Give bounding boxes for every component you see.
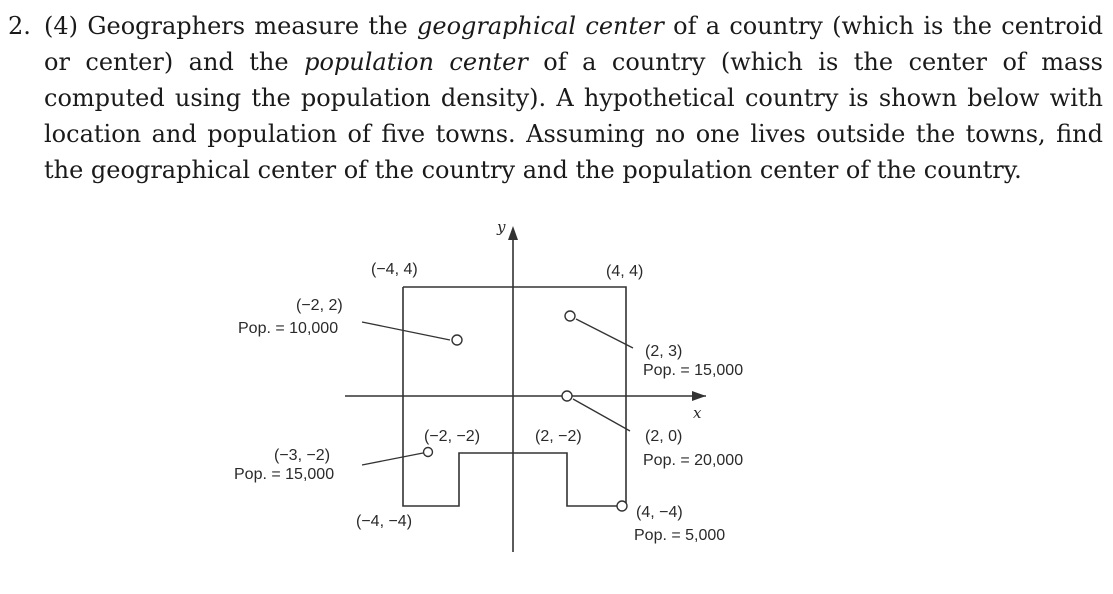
y-axis-label: y	[497, 218, 506, 236]
town-3-coord: (2, 0)	[645, 428, 683, 445]
town-4-coord: (−3, −2)	[274, 447, 331, 464]
town-marker	[565, 311, 575, 321]
town-marker	[452, 335, 462, 345]
problem-number: 2.	[8, 12, 31, 40]
term-geographical-center: geographical center	[417, 12, 664, 40]
x-axis-label: x	[693, 404, 702, 422]
problem-text-1: Geographers measure the	[87, 12, 418, 40]
town-2-coord: (2, 3)	[645, 343, 683, 360]
problem-text-2: of a country (which is the centroid or center) and the	[44, 12, 1103, 76]
town-marker	[424, 448, 433, 457]
corner-label-top-right: (4, 4)	[606, 263, 644, 280]
term-population-center: population center	[304, 48, 528, 76]
problem-points: (4)	[44, 12, 78, 40]
leader-line	[362, 453, 423, 465]
corner-label-top-left: (−4, 4)	[371, 261, 418, 278]
leader-line	[362, 322, 450, 340]
leader-line	[573, 399, 630, 431]
corner-label-bottom-left: (−4, −4)	[356, 513, 413, 530]
corner-label-notch-left: (−2, −2)	[424, 428, 481, 445]
problem-text-3: of a country (which is the center of mass computed using the population density). A hypothetical country is shown below with location and population of five towns. Assuming no one lives outside the towns, find the geographical center of the country and the population center of the country.	[44, 48, 1103, 184]
town-1-pop: Pop. = 10,000	[238, 320, 339, 337]
x-axis-arrow-icon	[692, 391, 706, 401]
corner-label-notch-right: (2, −2)	[535, 428, 582, 445]
town-marker	[617, 501, 627, 511]
town-5-coord: (4, −4)	[636, 504, 683, 521]
town-3-pop: Pop. = 20,000	[643, 452, 744, 469]
town-4-pop: Pop. = 15,000	[234, 466, 335, 483]
y-axis-arrow-icon	[508, 226, 518, 240]
town-5-pop: Pop. = 5,000	[634, 527, 726, 544]
town-1-coord: (−2, 2)	[296, 297, 343, 314]
leader-line	[576, 319, 633, 348]
town-2-pop: Pop. = 15,000	[643, 362, 744, 379]
town-marker	[562, 391, 572, 401]
